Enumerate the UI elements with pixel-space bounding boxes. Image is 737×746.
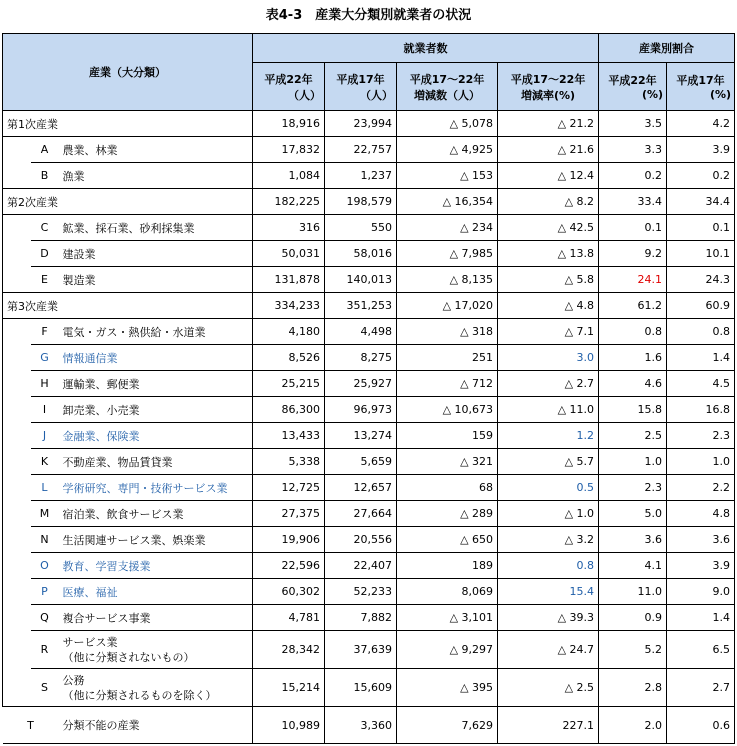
table-row: [3, 215, 735, 241]
table-row: [3, 267, 735, 293]
value-cell: 22,757: [325, 137, 397, 163]
value-cell: 23,994: [325, 111, 397, 137]
value-cell: 3.0: [498, 345, 599, 371]
header-employed: 就業者数: [253, 34, 599, 63]
table-body: [3, 111, 735, 744]
table-row: [3, 631, 735, 669]
industry-label: 漁業: [59, 163, 253, 189]
indent-cell: [3, 449, 31, 475]
value-cell: 0.8: [599, 319, 667, 345]
category-label: 第1次産業: [3, 111, 253, 137]
industry-label: 分類不能の産業: [59, 707, 253, 744]
industry-code: J: [31, 423, 59, 449]
value-cell: 5,659: [325, 449, 397, 475]
value-cell: △ 234: [397, 215, 498, 241]
industry-code: T: [3, 707, 59, 744]
indent-cell: [3, 527, 31, 553]
value-cell: △ 8.2: [498, 189, 599, 215]
value-cell: 182,225: [253, 189, 325, 215]
table-row: [3, 707, 735, 744]
value-cell: 60.9: [667, 293, 735, 319]
table-row: [3, 319, 735, 345]
industry-label: 学術研究、専門・技術サービス業: [59, 475, 253, 501]
value-cell: △ 5,078: [397, 111, 498, 137]
value-cell: △ 7.1: [498, 319, 599, 345]
value-cell: 2.2: [667, 475, 735, 501]
value-cell: △ 321: [397, 449, 498, 475]
value-cell: 12,657: [325, 475, 397, 501]
value-cell: 131,878: [253, 267, 325, 293]
value-cell: 1.2: [498, 423, 599, 449]
value-cell: 5.0: [599, 501, 667, 527]
table-row: [3, 449, 735, 475]
value-cell: △ 5.7: [498, 449, 599, 475]
value-cell: 550: [325, 215, 397, 241]
industry-code: E: [31, 267, 59, 293]
group-row: [3, 189, 735, 215]
value-cell: 2.5: [599, 423, 667, 449]
value-cell: 140,013: [325, 267, 397, 293]
value-cell: 25,215: [253, 371, 325, 397]
value-cell: 3.6: [599, 527, 667, 553]
indent-cell: [3, 163, 31, 189]
industry-code: Q: [31, 605, 59, 631]
value-cell: 4.1: [599, 553, 667, 579]
value-cell: △ 2.7: [498, 371, 599, 397]
value-cell: 316: [253, 215, 325, 241]
group-row: [3, 293, 735, 319]
value-cell: 0.5: [498, 475, 599, 501]
indent-cell: [3, 371, 31, 397]
value-cell: 13,433: [253, 423, 325, 449]
value-cell: 0.8: [667, 319, 735, 345]
industry-code: K: [31, 449, 59, 475]
value-cell: △ 318: [397, 319, 498, 345]
indent-cell: [3, 631, 31, 669]
indent-cell: [3, 319, 31, 345]
industry-code: F: [31, 319, 59, 345]
value-cell: 22,596: [253, 553, 325, 579]
value-cell: 3.3: [599, 137, 667, 163]
value-cell: 58,016: [325, 241, 397, 267]
group-row: [3, 111, 735, 137]
value-cell: 15,214: [253, 669, 325, 707]
value-cell: 37,639: [325, 631, 397, 669]
value-cell: 198,579: [325, 189, 397, 215]
industry-label: 電気・ガス・熱供給・水道業: [59, 319, 253, 345]
industry-code: S: [31, 669, 59, 707]
industry-code: C: [31, 215, 59, 241]
value-cell: 5,338: [253, 449, 325, 475]
industry-label: 情報通信業: [59, 345, 253, 371]
table-row: [3, 579, 735, 605]
industry-code: M: [31, 501, 59, 527]
value-cell: 4,180: [253, 319, 325, 345]
industry-label: サービス業 （他に分類されないもの）: [59, 631, 253, 669]
industry-code: I: [31, 397, 59, 423]
value-cell: 17,832: [253, 137, 325, 163]
value-cell: 4.2: [667, 111, 735, 137]
category-label: 第2次産業: [3, 189, 253, 215]
table-row: [3, 137, 735, 163]
industry-code: P: [31, 579, 59, 605]
industry-code: D: [31, 241, 59, 267]
value-cell: 6.5: [667, 631, 735, 669]
header-col: 平成17年 (%): [667, 63, 735, 111]
value-cell: △ 21.6: [498, 137, 599, 163]
value-cell: 2.0: [599, 707, 667, 744]
industry-code: N: [31, 527, 59, 553]
value-cell: △ 12.4: [498, 163, 599, 189]
value-cell: 25,927: [325, 371, 397, 397]
indent-cell: [3, 241, 31, 267]
value-cell: △ 42.5: [498, 215, 599, 241]
value-cell: 28,342: [253, 631, 325, 669]
industry-label: 複合サービス事業: [59, 605, 253, 631]
value-cell: 96,973: [325, 397, 397, 423]
industry-code: B: [31, 163, 59, 189]
value-cell: 20,556: [325, 527, 397, 553]
value-cell: △ 17,020: [397, 293, 498, 319]
value-cell: 15,609: [325, 669, 397, 707]
value-cell: 8,069: [397, 579, 498, 605]
industry-employment-table: [2, 33, 735, 744]
value-cell: 1,084: [253, 163, 325, 189]
indent-cell: [3, 669, 31, 707]
value-cell: 0.8: [498, 553, 599, 579]
value-cell: △ 289: [397, 501, 498, 527]
table-row: [3, 475, 735, 501]
header-col: 平成17～22年 増減数（人）: [397, 63, 498, 111]
table-row: [3, 397, 735, 423]
value-cell: △ 13.8: [498, 241, 599, 267]
industry-label: 公務 （他に分類されるものを除く）: [59, 669, 253, 707]
table-row: [3, 527, 735, 553]
value-cell: 0.2: [599, 163, 667, 189]
value-cell: 27,664: [325, 501, 397, 527]
value-cell: 12,725: [253, 475, 325, 501]
value-cell: 68: [397, 475, 498, 501]
header-industry: 産業（大分類）: [3, 34, 253, 111]
industry-label: 農業、林業: [59, 137, 253, 163]
value-cell: 27,375: [253, 501, 325, 527]
value-cell: △ 1.0: [498, 501, 599, 527]
value-cell: 4.6: [599, 371, 667, 397]
value-cell: 13,274: [325, 423, 397, 449]
indent-cell: [3, 605, 31, 631]
value-cell: 2.3: [599, 475, 667, 501]
value-cell: 0.2: [667, 163, 735, 189]
value-cell: △ 153: [397, 163, 498, 189]
industry-label: 卸売業、小売業: [59, 397, 253, 423]
table-row: [3, 553, 735, 579]
table-row: [3, 423, 735, 449]
industry-label: 医療、福祉: [59, 579, 253, 605]
value-cell: 4,781: [253, 605, 325, 631]
value-cell: 24.3: [667, 267, 735, 293]
industry-label: 生活関連サービス業、娯楽業: [59, 527, 253, 553]
header-share: 産業別割合: [599, 34, 735, 63]
value-cell: △ 4,925: [397, 137, 498, 163]
industry-label: 運輸業、郵便業: [59, 371, 253, 397]
value-cell: 0.9: [599, 605, 667, 631]
header-col: 平成17年 （人）: [325, 63, 397, 111]
value-cell: 251: [397, 345, 498, 371]
value-cell: 19,906: [253, 527, 325, 553]
industry-code: H: [31, 371, 59, 397]
value-cell: 15.4: [498, 579, 599, 605]
value-cell: 22,407: [325, 553, 397, 579]
table-row: [3, 163, 735, 189]
industry-label: 宿泊業、飲食サービス業: [59, 501, 253, 527]
value-cell: 2.8: [599, 669, 667, 707]
value-cell: 7,882: [325, 605, 397, 631]
value-cell: 189: [397, 553, 498, 579]
value-cell: 4,498: [325, 319, 397, 345]
value-cell: △ 650: [397, 527, 498, 553]
value-cell: 52,233: [325, 579, 397, 605]
indent-cell: [3, 501, 31, 527]
value-cell: 1,237: [325, 163, 397, 189]
value-cell: △ 3.2: [498, 527, 599, 553]
value-cell: 4.8: [667, 501, 735, 527]
value-cell: △ 11.0: [498, 397, 599, 423]
value-cell: 86,300: [253, 397, 325, 423]
value-cell: 33.4: [599, 189, 667, 215]
value-cell: 0.1: [667, 215, 735, 241]
value-cell: 24.1: [599, 267, 667, 293]
value-cell: 2.3: [667, 423, 735, 449]
value-cell: 16.8: [667, 397, 735, 423]
value-cell: △ 9,297: [397, 631, 498, 669]
industry-code: G: [31, 345, 59, 371]
value-cell: 351,253: [325, 293, 397, 319]
value-cell: 8,275: [325, 345, 397, 371]
value-cell: 0.6: [667, 707, 735, 744]
value-cell: 1.4: [667, 345, 735, 371]
value-cell: 334,233: [253, 293, 325, 319]
industry-code: R: [31, 631, 59, 669]
table-row: [3, 669, 735, 707]
value-cell: 7,629: [397, 707, 498, 744]
value-cell: 4.5: [667, 371, 735, 397]
value-cell: △ 10,673: [397, 397, 498, 423]
industry-code: A: [31, 137, 59, 163]
value-cell: △ 39.3: [498, 605, 599, 631]
table-row: [3, 241, 735, 267]
value-cell: 1.0: [667, 449, 735, 475]
value-cell: △ 7,985: [397, 241, 498, 267]
header-col: 平成17～22年 増減率(%): [498, 63, 599, 111]
value-cell: 1.4: [667, 605, 735, 631]
value-cell: 159: [397, 423, 498, 449]
value-cell: △ 21.2: [498, 111, 599, 137]
indent-cell: [3, 553, 31, 579]
value-cell: △ 24.7: [498, 631, 599, 669]
value-cell: 5.2: [599, 631, 667, 669]
indent-cell: [3, 215, 31, 241]
industry-code: O: [31, 553, 59, 579]
value-cell: 227.1: [498, 707, 599, 744]
table-row: [3, 345, 735, 371]
value-cell: △ 8,135: [397, 267, 498, 293]
value-cell: 3.9: [667, 137, 735, 163]
value-cell: 8,526: [253, 345, 325, 371]
value-cell: △ 3,101: [397, 605, 498, 631]
value-cell: 60,302: [253, 579, 325, 605]
value-cell: △ 5.8: [498, 267, 599, 293]
value-cell: △ 4.8: [498, 293, 599, 319]
category-label: 第3次産業: [3, 293, 253, 319]
value-cell: 2.7: [667, 669, 735, 707]
value-cell: 3.5: [599, 111, 667, 137]
indent-cell: [3, 345, 31, 371]
value-cell: 1.6: [599, 345, 667, 371]
value-cell: 9.2: [599, 241, 667, 267]
indent-cell: [3, 579, 31, 605]
industry-label: 不動産業、物品賃貸業: [59, 449, 253, 475]
header-col: 平成22年 (%): [599, 63, 667, 111]
industry-label: 建設業: [59, 241, 253, 267]
indent-cell: [3, 397, 31, 423]
value-cell: 3.9: [667, 553, 735, 579]
value-cell: 3,360: [325, 707, 397, 744]
indent-cell: [3, 423, 31, 449]
header-col: 平成22年 （人）: [253, 63, 325, 111]
table-row: [3, 605, 735, 631]
industry-code: L: [31, 475, 59, 501]
value-cell: 3.6: [667, 527, 735, 553]
industry-label: 教育、学習支援業: [59, 553, 253, 579]
value-cell: △ 395: [397, 669, 498, 707]
indent-cell: [3, 267, 31, 293]
table-row: [3, 501, 735, 527]
value-cell: 50,031: [253, 241, 325, 267]
industry-label: 製造業: [59, 267, 253, 293]
value-cell: 9.0: [667, 579, 735, 605]
value-cell: 0.1: [599, 215, 667, 241]
value-cell: 11.0: [599, 579, 667, 605]
industry-label: 金融業、保険業: [59, 423, 253, 449]
value-cell: 18,916: [253, 111, 325, 137]
value-cell: 34.4: [667, 189, 735, 215]
indent-cell: [3, 137, 31, 163]
value-cell: 61.2: [599, 293, 667, 319]
value-cell: 10.1: [667, 241, 735, 267]
value-cell: 10,989: [253, 707, 325, 744]
value-cell: △ 2.5: [498, 669, 599, 707]
industry-label: 鉱業、採石業、砂利採集業: [59, 215, 253, 241]
value-cell: 1.0: [599, 449, 667, 475]
table-row: [3, 371, 735, 397]
value-cell: 15.8: [599, 397, 667, 423]
table-title: 表4-3 産業大分類別就業者の状況: [265, 8, 472, 23]
indent-cell: [3, 475, 31, 501]
value-cell: △ 16,354: [397, 189, 498, 215]
value-cell: △ 712: [397, 371, 498, 397]
